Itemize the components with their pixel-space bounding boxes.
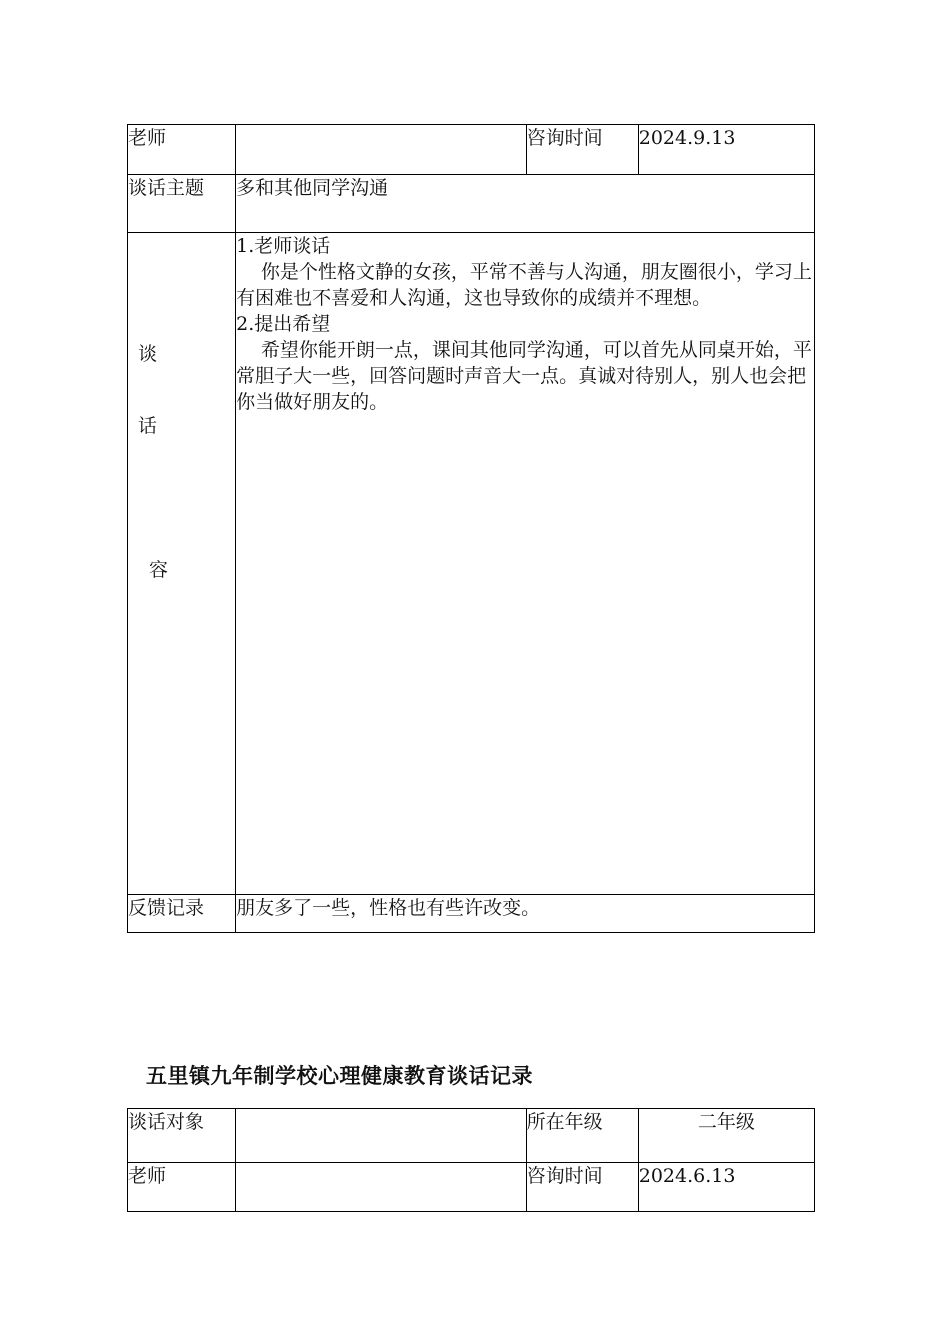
feedback-row <box>128 895 815 933</box>
content-paragraph-2: 希望你能开朗一点，课间其他同学沟通，可以首先从同桌开始，平常胆子大一些，回答问题时声音大一点。真诚对待别人，别人也会把你当做好朋友的。 <box>236 339 812 413</box>
grade-label: 所在年级 <box>526 1109 638 1163</box>
content-body <box>236 233 815 895</box>
content-label-char-2: 话 <box>138 415 158 437</box>
topic-row <box>128 175 815 233</box>
talk-record-table-1 <box>127 124 815 933</box>
consult-time-value: 2024.9.13 <box>638 125 814 175</box>
subject-row <box>128 1109 815 1163</box>
consult-time-value-2: 2024.6.13 <box>638 1163 814 1212</box>
content-row <box>128 233 815 895</box>
topic-value: 多和其他同学沟通 <box>236 175 815 233</box>
topic-label: 谈话主题 <box>128 175 236 233</box>
feedback-value: 朋友多了一些，性格也有些许改变。 <box>236 895 815 933</box>
feedback-label: 反馈记录 <box>128 895 236 933</box>
subject-value <box>236 1109 526 1163</box>
teacher-value <box>236 125 526 175</box>
content-label-char-3: 容 <box>149 559 169 581</box>
consult-time-label: 咨询时间 <box>526 125 638 175</box>
teacher-label: 老师 <box>128 125 236 175</box>
content-heading-2: 2.提出希望 <box>236 313 331 335</box>
content-label-cell <box>128 233 236 895</box>
teacher-label-2: 老师 <box>128 1163 236 1212</box>
content-paragraph-1: 你是个性格文静的女孩，平常不善与人沟通，朋友圈很小，学习上有困难也不喜爱和人沟通，这也导致你的成绩并不理想。 <box>236 261 812 309</box>
consult-time-label-2: 咨询时间 <box>526 1163 638 1212</box>
teacher-value-2 <box>236 1163 526 1212</box>
content-label-char-1: 谈 <box>138 343 158 365</box>
subject-label: 谈话对象 <box>128 1109 236 1163</box>
teacher-row <box>128 125 815 175</box>
record-title: 五里镇九年制学校心理健康教育谈话记录 <box>146 1064 533 1088</box>
content-heading-1: 1.老师谈话 <box>236 235 331 257</box>
talk-record-table-2 <box>127 1108 815 1212</box>
teacher-row-2 <box>128 1163 815 1212</box>
grade-value: 二年级 <box>638 1109 814 1163</box>
